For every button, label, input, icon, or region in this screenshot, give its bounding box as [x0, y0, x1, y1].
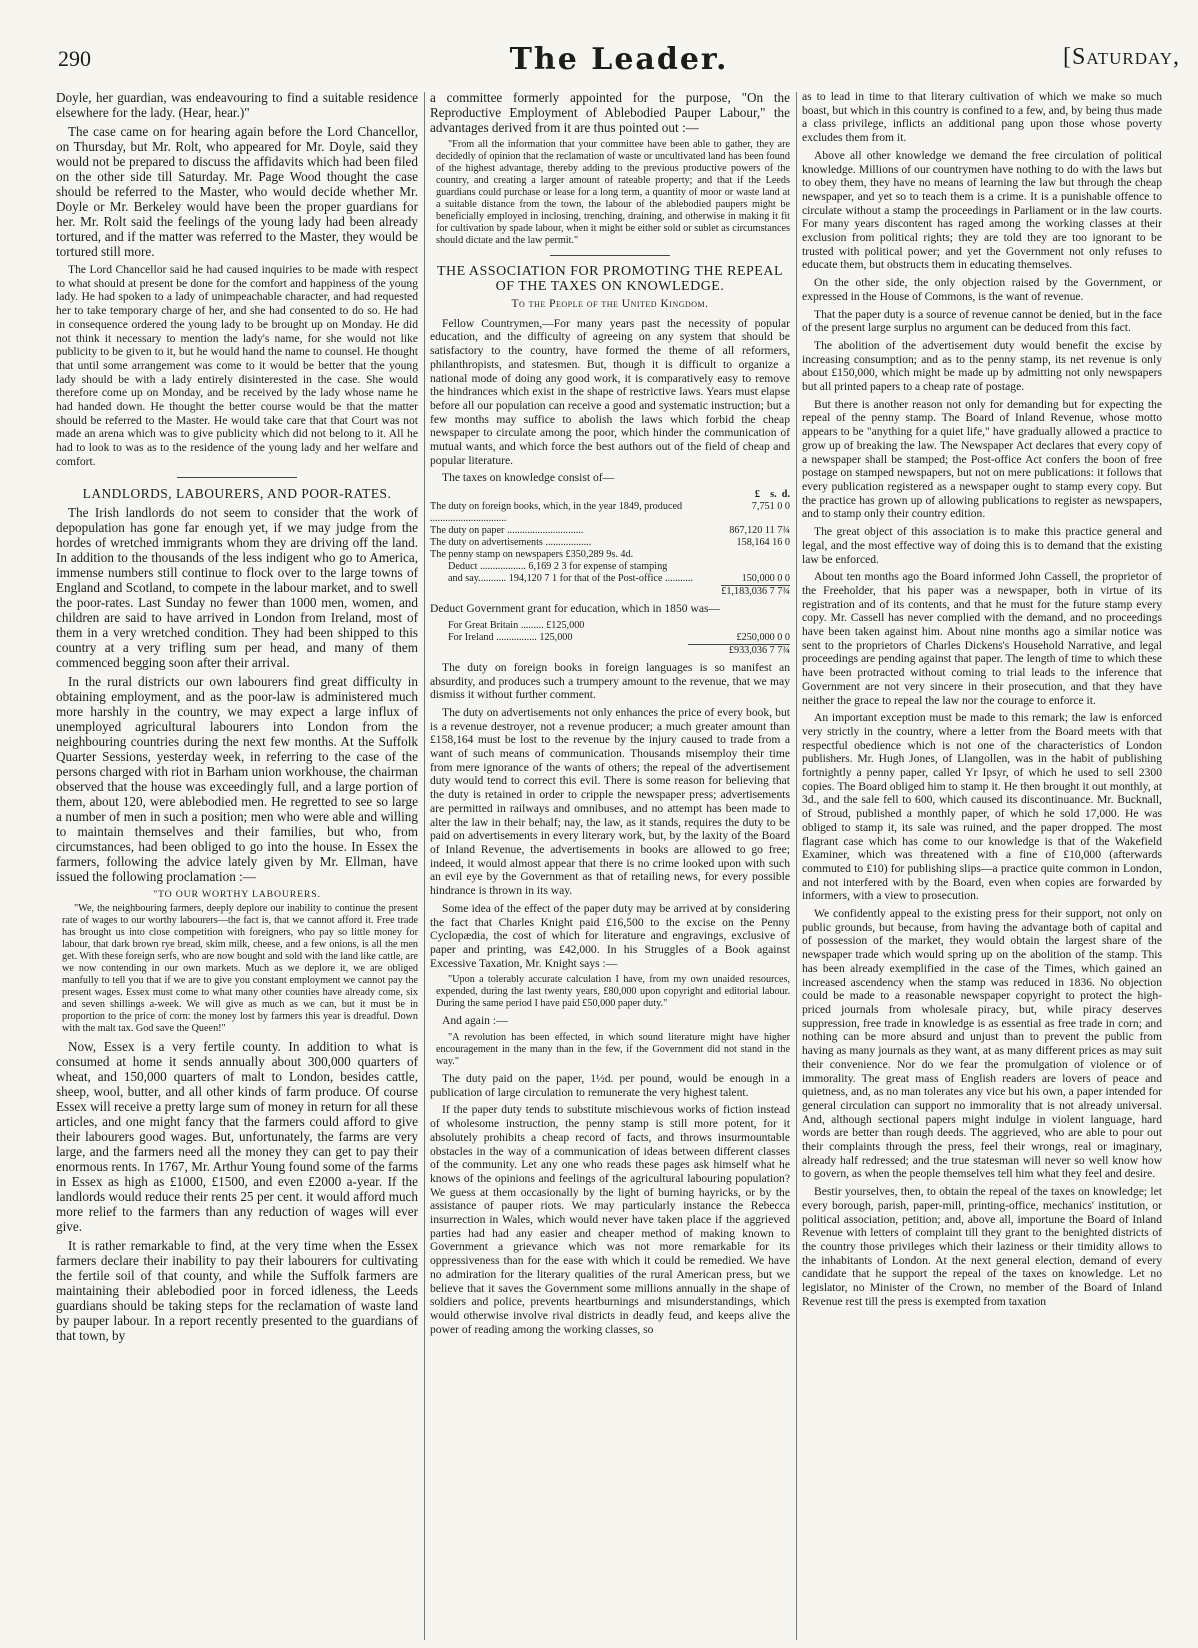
paragraph: Bestir yourselves, then, to obtain the repeal of the taxes on knowledge; let every borough, parish, paper-mill, printing-office, mechanics' institution, or political association, petition; and, above all, importune the Board of Inland Revenue with letters of complaint till they grant to the benighted districts of the country those privileges which their laziness or their timidity allows to the inhabitants of London. At the next general election, demand of every candidate that he support the repeal of the taxes on knowledge. Let no legislator, no Minister of the Crown, no member of the Board of Inland Revenue rest till the press is exempted from taxation — [802, 1185, 1162, 1308]
article-heading: LANDLORDS, LABOURERS, AND POOR-RATES. — [82, 485, 392, 501]
paragraph: We confidently appeal to the existing press for their support, not only on public grounds, but because, from having the advantage both of capital and of possession of the market, they would obtain the largest share of the newspaper trade which would spring up on the abolition of the stamp. This has been already exemplified in the case of the Times, which gained an increased ascendency when the stamp was reduced in 1836. No objection could be made to a reasonable newspaper copyright to protect the high-priced journals from wholesale piracy, but, while piracy deserves suppression, free trade in knowledge is as essential as free trade in corn; and nothing can be more absurd and unjust than to prevent the public from having as many journals as they want, at as many different prices as may suit their convenience. Nor do we fear the promulgation of violence or of immorality. The great mass of English readers are lovers of peace and quietness, and, as no man tolerates any vice but his own, a paper intended for general circulation can support no immorality that is not already universal. And, although sectional papers might indulge in violent language, hard words are better than rough deeds. The aggrieved, who are able to pour out their complaints through the press, feel their wrongs, real or imaginary, already half redressed; and the true statesman will never so well know how to govern, as when the people themselves tell him what they feel and desire. — [802, 907, 1162, 1181]
article-subheading: To the People of the United Kingdom. — [511, 298, 709, 310]
paragraph: On the other side, the only objection raised by the Government, or expressed in the House of Commons, is the want of revenue. — [802, 276, 1162, 303]
table-row: and say........... 194,120 7 1 for that of the Post-office ........... 150,000 0 0 — [448, 573, 790, 585]
paragraph: And again :— — [442, 1014, 508, 1028]
column-1 — [56, 90, 418, 1640]
paragraph: In the rural districts our own labourers find great difficulty in obtaining employment, and as the poor-law is administered much more harshly in the country, we may expect a large influx of unemployed agricultural labourers into London from the neighbouring countries during the next few months. At the Suffolk Quarter Sessions, yesterday week, in referring to the case of the persons charged with riot in Barham union workhouse, the chairman observed that the house was exceedingly full, and a large portion of them, about 120, were ablebodied men. He regretted to see so large a number of men in such a position; men who were able and willing to maintain themselves and their families, but who, from circumstances, had been obliged to go into the house. In Essex the farmers, following the advice lately given by Mr. Ellman, have issued the following proclamation :— — [56, 673, 418, 884]
table-total: £933,036 7 7¾ — [430, 644, 790, 657]
block-quote: "From all the information that your committee have been able to gather, they are decidedly of opinion that the reclamation of waste or uncultivated land has been found of the highest advantage, thereby adding to the previous productive powers of the country, and creating a larger amount of rateable property; and that if the Leeds guardians could purchase or lease for a long term, a quantity of moor or waste land at a suitable distance from the town, the labour of the ablebodied paupers might be beneficially employed in inclosing, trenching, draining, and otherwise in making it fit for cultivation by spade labour, when it might be either sold or sublet as circumstances should dictate and the law permit." — [436, 139, 790, 246]
paragraph: a committee formerly appointed for the purpose, "On the Reproductive Employment of Ablebodied Pauper Labour," the advantages derived from it are thus pointed out :— — [430, 90, 790, 135]
article-heading: THE ASSOCIATION FOR PROMOTING THE REPEAL OF THE TAXES ON KNOWLEDGE. — [436, 264, 784, 294]
dateline: [Saturday, — [1062, 44, 1180, 70]
column-rule — [424, 92, 425, 1640]
currency-header: £ s. d. — [754, 489, 790, 501]
block-quote: "We, the neighbouring farmers, deeply deplore our inability to continue the present rate of wages to our worthy labourers—the fact is, that we cannot afford it. Free trade has brought us into close competition with foreigners, who pay so little money for labour, that dark brown rye bread, skim milk, cheese, and a few onions, is all the men get. With these foreign serfs, who are now bought and sold with the land like cattle, are we now contending in our own markets. Much as we deplore it, we are obliged manfully to tell you that if we are to give you constant employment we cannot pay the present wages. Essex must come to what many other counties have already come, six and seven shillings a-week. We will give as much as we can, but it must be in proportion to the price of corn: the money lost by farmers this year is dreadful. Down with the malt tax. God save the Queen!" — [62, 903, 418, 1035]
column-3 — [802, 90, 1162, 1640]
page-number: 290 — [58, 46, 91, 71]
page-header — [58, 42, 1180, 88]
section-divider — [177, 477, 297, 478]
paragraph: Above all other knowledge we demand the free circulation of political knowledge. Millions of our countrymen have nothing to do with the laws but to obey them, they have no means of learning the law but through the cheap newspaper, and yet so to teach them is a crime. It is a punishable offence to circulate without a stamp the proceedings in Parliament or in the law courts. For many years discontent has raged among the working classes at their exclusion from political rights; they are told they are too ignorant to be trusted with political power; and yet the Government not only refuses to educate them, but obstructs them in educating themselves. — [802, 148, 1162, 272]
paragraph: The taxes on knowledge consist of— — [442, 471, 615, 485]
table-row: The duty on paper .............................. 867,120 11 7¾ — [430, 525, 790, 537]
paragraph: About ten months ago the Board informed John Cassell, the proprietor of the Freeholder, that his paper was a newspaper, both in virtue of its registration and of its contents, and that he must for the future stamp every copy. Mr. Cassell has never complied with the demand, and no proceedings have been taken against him. About nine months ago a similar notice was sent to the proprietors of Charles Dickens's Household Narrative, and legal proceedings are pending against that paper. The length of time to which these have been protracted without coming to trial leads to the inference that Government are not very sincere in their prosecution, and that they have neither the grace to repeal the law nor the courage to enforce it. — [802, 570, 1162, 707]
column-2 — [430, 90, 790, 1640]
block-quote: "Upon a tolerably accurate calculation I have, from my own unaided resources, expended, during the last twenty years, £80,000 upon copyright and editorial labour. During the same period I have paid £50,000 paper duty." — [436, 974, 790, 1010]
paragraph: An important exception must be made to this remark; the law is enforced very strictly in the country, where a letter from the Board meets with that respectful obedience which is not one of the characteristics of London publishers. Mr. Hugh Jones, of Llangollen, was in the habit of publishing fortnightly a penny paper, called Yr Ipsyr, of which he used to sell 2300 copies. The Board obliged him to stamp it. He then brought it out monthly, at 3d., and the sale fell to 600, which caused its discontinuance. Mr. Bucknall, of Stroud, published a monthly paper, of which he sold 17,000. He was obliged to stamp it, its sale was ruined, and the paper dropped. The most flagrant case which has come to our knowledge is that of the Wakefield Examiner, which was threatened with a fine of £10,000 (afterwards commuted to £10) for publishing slips—a practice quite common in London, and not interfered with by the Board, even when copies are forwarded by informers, with a view to prosecution. — [802, 711, 1162, 903]
paragraph: Now, Essex is a very fertile county. In addition to what is consumed at home it sends annually about 300,000 quarters of wheat, and 150,000 quarters of malt to London, besides cattle, sheep, wool, butter, and all other kinds of farm produce. Of course Essex will receive a pretty large sum of money in return for all these articles, and one might fancy that the farmers could afford to give their labourers good wages. But, unfortunately, the farms are very large, and the farmers need all the money they can get to pay their enormous rents. In 1767, Mr. Arthur Young found some of the farms in Essex as high as £1000, £1500, and even £2000 a-year. If the landlords would reduce their rents 25 per cent. it would afford much more relief to the farmers than any reduction of wages will ever give. — [56, 1039, 418, 1235]
masthead: The Leader. — [509, 42, 729, 77]
taxes-table — [430, 489, 790, 598]
paragraph: If the paper duty tends to substitute mischievous works of fiction instead of wholesome instruction, the penny stamp is still more potent, for it absolutely prohibits a cheap record of facts, and throws insurmountable obstacles in the way of a communication of ideas between different classes of the community. Let any one who reads these pages ask himself what he knows of the opinions and feelings of the agricultural labouring population? We guess at them occasionally by the light of burning hayricks, or by the assistance of pauper riots. We may particularly instance the Rebecca insurrection in Wales, which would never have taken place if the aggrieved parties had had any easier and cheaper method of making known to Government a grievance which was not more remarkable for its oppressiveness than for the ease with which it could be remedied. We have no admiration for the literary qualities of the rural American press, but we believe that it saves the Government some millions annually in the shape of soldiers and police, prevents heartburnings and misunderstandings, which would otherwise involve rival districts in deadly feud, and keeps alive the power of reading among the working classes, so — [430, 1103, 790, 1336]
paragraph: The duty on foreign books in foreign languages is so manifest an absurdity, and produces such a trumpery amount to the revenue, that we may dismiss it without further comment. — [430, 660, 790, 702]
paragraph: Fellow Countrymen,—For many years past the necessity of popular education, and the difficulty of agreeing on any system that should be satisfactory to the country, have formed the theme of all reformers, philanthropists, and statesmen. But, though it is difficult to organize a national mode of doing any good work, it is comparatively easy to remove the hindrances which exist in the shape of restrictive laws. Years must elapse before all our population can receive a good and systematic instruction; but a few months may suffice to abolish the laws which forbid the cheap newspaper to circulate among the poor, which hinder the communication of mutual wants, and which force the best authors out of the field of cheap and popular literature. — [430, 316, 790, 467]
table-row: Deduct .................. 6,169 2 3 for expense of stamping — [448, 561, 668, 573]
table-total: £1,183,036 7 7¾ — [721, 586, 790, 598]
table-row: The penny stamp on newspapers £350,289 9s. 4d. — [430, 549, 634, 561]
paragraph: as to lead in time to that literary cultivation of which we make so much boast, but which in this country is confined to a few, and, by being thus made a class privilege, inflicts an additional pang upon those whose poverty excludes them from it. — [802, 90, 1162, 145]
column-rule — [796, 92, 797, 1640]
paragraph: The case came on for hearing again before the Lord Chancellor, on Thursday, but Mr. Rolt, who appeared for Mr. Doyle, said they would not be prepared to discuss the affidavits which had been filed on the other side till Saturday. Mr. Page Wood thought the case should be referred to the Master, who would decide whether Mr. Doyle or Mr. Berkeley would have been the proper guardians for her. Mr. Rolt said the feelings of the young lady had been already tortured, and if the matter was referred to the Master, they would be tortured still more. — [56, 124, 418, 259]
paragraph: Doyle, her guardian, was endeavouring to find a suitable residence elsewhere for the lady. (Hear, hear.)" — [56, 90, 418, 120]
paragraph: Some idea of the effect of the paper duty may be arrived at by considering the fact that Charles Knight paid £16,500 to the excise on the Penny Cyclopædia, the cost of which for literature and engravings, exclusive of paper and printing, was £42,000. In his Struggles of a Book against Excessive Taxation, Mr. Knight says :— — [430, 901, 790, 970]
table-row: The duty on foreign books, which, in the year 1849, produced .............................. 7,751 0 0 — [430, 501, 790, 525]
paragraph: It is rather remarkable to find, at the very time when the Essex farmers declare their inability to pay their labourers for cultivating the fertile soil of that county, and while the Suffolk farmers are maintaining their ablebodied poor in forced idleness, the Leeds guardians should be taking steps for the reclamation of waste land by pauper labour. In a report recently presented to the guardians of that town, by — [56, 1238, 418, 1344]
table-row: The duty on advertisements .................. 158,164 16 0 — [430, 537, 790, 549]
quote-heading: "TO OUR WORTHY LABOURERS. — [153, 888, 321, 900]
paragraph: The Lord Chancellor said he had caused inquiries to be made with respect to what should at present be done for the comfort and happiness of the young lady. He had spoken to a lady of unimpeachable character, and had requested her to take temporary charge of her, and she had consented to do so. He had in consequence ordered the young lady to be brought up on Monday. He did not think it necessary to mention the lady's name, for she would not like publicity to be given to it, but he would hand the name to counsel. He thought that until some arrangement was come to it would be better that the young lady should be with a lady entirely disinterested in the case. She would therefore come up on Monday, and be received by the lady whose name he had handed down. He thought the better course would be that the matter should be referred to the Master. He would take care that that Court was not made an arena which was to give publicity which did not belong to it. All he had to look to was as to the residence of the young lady and her welfare and comfort. — [56, 263, 418, 468]
paragraph: The duty on advertisements not only enhances the price of every book, but is a revenue destroyer, not a revenue producer; a much greater amount than £158,164 must be lost to the revenue by the injury caused to trade from a want of such means of communication. Thousands misemploy their time from mere ignorance of the wants of others; the repeal of the advertisement duty would tend to correct this evil. There is some reason for believing that the duty is retained in order to cripple the newspaper press; advertisements are permitted in railways and omnibuses, and no attempt has been made to alter the law in their behalf; nay, the law, as it stands, requires the duty to be paid on advertisements in every literary work, but, by the laxity of the Board of Inland Revenue, the advertisements in books are allowed to go free; indeed, it would almost appear that there is no crime looked upon with such an evil eye by the Government as that of retailing news, for every possible hindrance is thrown in its way. — [430, 705, 790, 898]
paragraph: The duty paid on the paper, 1½d. per pound, would be enough in a publication of large circulation to remunerate the very highest talent. — [430, 1072, 790, 1099]
block-quote: "A revolution has been effected, in which sound literature might have higher encouragement in the many than in the few, if the Government did not stand in the way." — [436, 1032, 790, 1068]
section-divider — [550, 255, 670, 256]
paragraph: The great object of this association is to make this practice general and legal, and the most effective way of doing this is to demand that the existing law be enforced. — [802, 525, 1162, 566]
paragraph: That the paper duty is a source of revenue cannot be denied, but in the face of the present large surplus no argument can be deduced from this fact. — [802, 307, 1162, 335]
grants-table — [430, 620, 790, 657]
paragraph: Deduct Government grant for education, which in 1850 was— — [430, 602, 721, 616]
table-row: For Great Britain ......... £125,000 — [448, 619, 585, 631]
table-row: For Ireland ................ 125,000 £250,000 0 0 — [448, 631, 790, 643]
paragraph: But there is another reason not only for demanding but for expecting the repeal of the penny stamp. The Board of Inland Revenue, whose motto appears to be "anything for a quiet life," have gradually allowed a practice to grow up of breaking the law. The Newspaper Act declares that every copy of a newspaper shall be stamped; the Post-office Act confers the boon of free postage on stamped newspapers, but not on mere publications: it follows that every publication registered as a newspaper ought to stamp every copy. But the practice has grown up of allowing publications to register as newspapers, and to stamp only their country edition. — [802, 397, 1162, 521]
paragraph: The Irish landlords do not seem to consider that the work of depopulation has gone far enough yet, if we may judge from the hordes of wretched immigrants whom they are driving off the land. In addition to the thousands of the less indigent who go to America, immense numbers still continue to flock over to the large towns of England and Scotland, to compete in the labour market, and to swell the poor-rates. Last Sunday no fewer than 1000 men, women, and children are said to have arrived in London from Ireland, most of them in a very wretched condition. They had been shipped to this country at a very trifling sum per head, and many of them commenced begging soon after their arrival. — [56, 504, 418, 670]
paragraph: The abolition of the advertisement duty would benefit the excise by increasing consumption; and as to the penny stamp, its net revenue is only about £150,000, which might be made up by admitting not only newspapers but all printed papers to a cheap rate of postage. — [802, 338, 1162, 394]
